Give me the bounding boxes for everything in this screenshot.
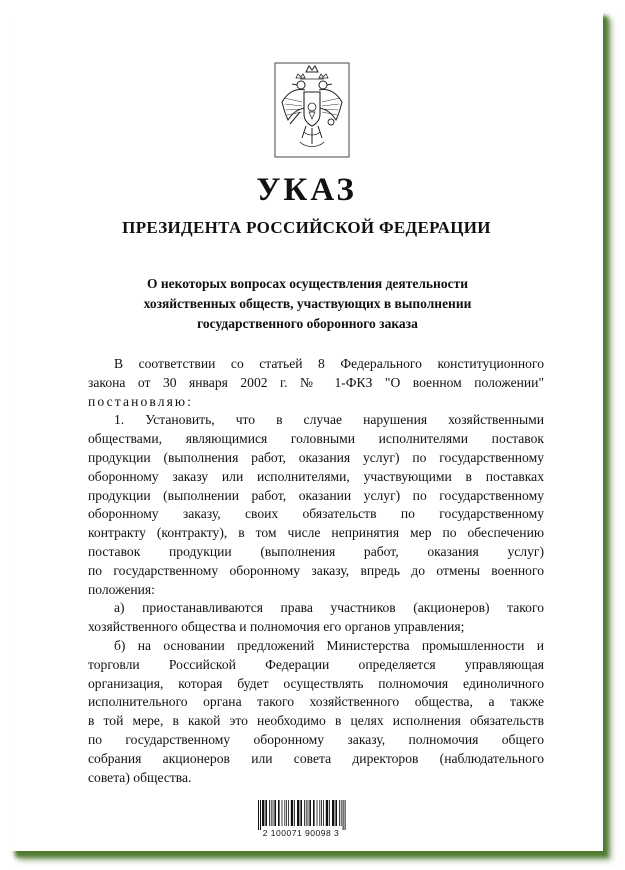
barcode-bar [273,800,274,826]
barcode-bar [269,800,270,826]
text-line: оборонному заказу, своих обязательств по государственному [88,506,544,522]
text-line: а) приостанавливаются права участников (акционеров) такого [114,600,544,616]
barcode-bar [309,800,311,826]
barcode-bar [339,800,340,826]
text-line: продукции (выполнении работ, оказании услуг) по государственному [88,487,544,503]
barcode-bar [274,800,276,826]
barcode-bar [341,800,342,826]
barcode-bar [326,800,328,826]
barcode-bar [345,800,346,830]
text-line: положения: [88,581,155,597]
text-line: совета) общества. [88,769,192,785]
barcode-bar [323,800,324,826]
barcode-bar [317,800,318,826]
barcode-bar [343,800,344,830]
barcode-bar [286,800,287,826]
text-line: обществами, являющимися головными исполнителями поставок [88,431,544,447]
barcode-bar [260,800,261,830]
heading-line: О некоторых вопросах осуществления деятельности [146,276,468,291]
text-line: хозяйственного общества и полномочия его органов управления; [88,619,465,635]
text-line: продукции (выполнения работ, оказания услуг) по государственному [88,449,544,465]
barcode-bar [321,800,322,826]
coat-of-arms-icon [274,62,350,158]
barcode-bar [319,800,320,826]
barcode-bar [297,800,299,826]
barcode-bar [278,800,280,826]
heading-line: хозяйственных обществ, участвующих в выполнении [143,296,472,311]
barcode-bar [258,800,259,830]
barcode-bar [306,800,307,826]
text-line: торговли Российской Федерации определяется управляющая [88,656,544,672]
barcode-bar [313,800,315,826]
document-subtitle: ПРЕЗИДЕНТА РОССИЙСКОЙ ФЕДЕРАЦИИ [122,218,491,237]
barcode-bar [291,800,293,826]
text-line: организация, которая будет осуществлять полномочия единоличного [88,675,544,691]
barcode-bar [271,800,272,826]
barcode-bar [308,800,309,826]
barcode-bar [335,800,337,826]
item-1-paragraph [88,411,544,599]
item-a-paragraph [88,599,544,637]
barcode-bar [282,800,283,826]
text-line: по государственному оборонному заказу, впредь до отмены военного [88,562,544,578]
barcode-bar [329,800,330,826]
text-line: б) на основании предложений Министерства промышленности и [114,637,544,653]
text-line: В соответствии со статьей 8 Федерального конституционного [114,356,544,371]
barcode-bar [265,800,267,826]
intro-paragraph [88,355,544,411]
barcode-bar [294,800,295,826]
barcode-bar [300,800,302,826]
text-line: исполнительного органа такого хозяйственного общества, а также [88,694,544,710]
item-b-paragraph [88,637,544,787]
barcode-bar [304,800,305,826]
barcode-bar [262,800,264,826]
text-line: собрания акционеров или совета директоров (наблюдательного [88,750,544,766]
barcode-bar [288,800,289,826]
document-page [10,10,603,851]
barcode-bar [284,800,285,826]
text-line: оборонному заказу или исполнителями, участвующими в поставках [88,468,544,484]
decree-body [88,355,544,787]
decree-heading [120,274,495,334]
decree-word: постановляю: [88,393,194,409]
document-title: УКАЗ [256,172,357,208]
text-line: поставок продукции (выполнения работ, оказания услуг) [88,543,544,559]
barcode-bar [332,800,334,826]
text-line: 1. Установить, что в случае нарушения хозяйственными [114,412,544,428]
text-line: по государственному оборонному заказу, полномочия общего [88,731,544,747]
text-line: в той мере, в какой это необходимо в целях исполнения обязательств [88,713,544,729]
barcode-number: 2 100071 90098 3 [262,828,340,838]
heading-line: государственного оборонного заказа [197,316,418,331]
text-line: закона от 30 января 2002 г. № 1-ФКЗ "О военном положении" [88,374,544,390]
text-line: контракту (контракту), в том числе непринятия мер по обеспечению [88,525,544,541]
